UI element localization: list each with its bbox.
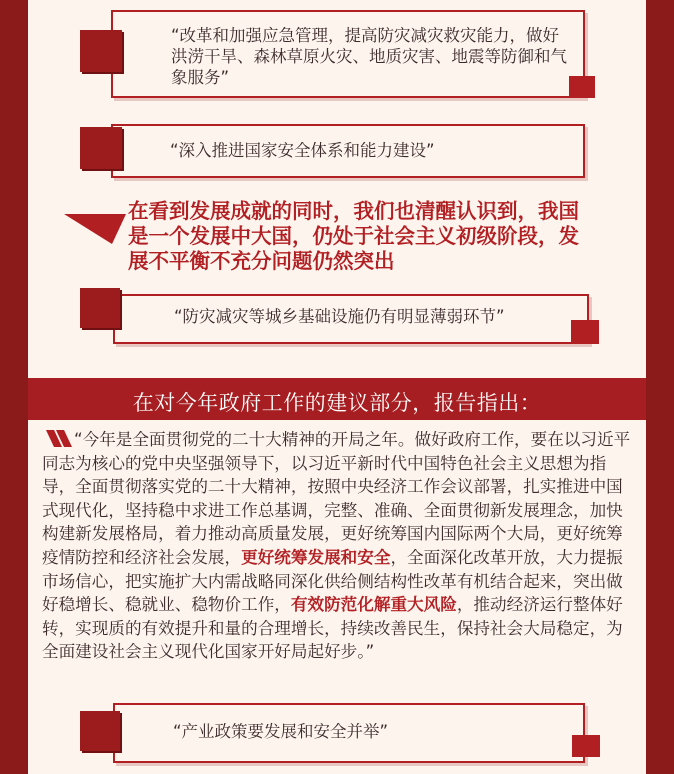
paragraph-part-3: ，推动经济运行整体好转，实现质的有效提升和量的合理增长，持续改善民生，保持社会大局稳定，为全面建设社会主义现代化国家开好局起好步。” — [42, 595, 623, 662]
square-decoration-icon — [569, 76, 595, 98]
paragraph-part-2: ，全面深化改革开放，大力提振市场信心，把实施扩大内需战略同深化供给侧结构性改革有机结合起来，突出做好稳增长、稳就业、稳物价工作， — [42, 547, 623, 615]
section-band — [28, 378, 646, 420]
triangle-icon — [64, 214, 126, 244]
quote-text-1: “改革和加强应急管理，提高防灾减灾救灾能力，做好洪涝干旱、森林草原火灾、地质灾害、地震等防御和气象服务” — [171, 26, 567, 87]
square-decoration-icon — [80, 711, 120, 751]
emphasis-risk-prevention: 有效防范化解重大风险 — [290, 595, 457, 615]
square-decoration-icon — [80, 288, 120, 328]
square-decoration-icon — [80, 127, 122, 169]
square-decoration-icon — [80, 30, 122, 72]
section-title: 在对今年政府工作的建议部分，报告指出： — [132, 391, 542, 415]
square-decoration-icon — [572, 735, 600, 757]
double-slash-icon — [42, 430, 72, 447]
report-quote-paragraph — [42, 428, 634, 664]
highlight-statement: 在看到发展成就的同时，我们也清醒认识到，我国是一个发展中大国，仍处于社会主义初级阶段，发展不平衡不充分问题仍然突出 — [128, 199, 579, 273]
quote-text-4: “产业政策要发展和安全并举” — [173, 722, 389, 741]
quote-text-2: “深入推进国家安全体系和能力建设” — [170, 141, 435, 160]
emphasis-development-security: 更好统筹发展和安全 — [241, 547, 391, 567]
right-border — [646, 0, 674, 774]
paragraph-part-1: “今年是全面贯彻党的二十大精神的开局之年。做好政府工作，要在以习近平同志为核心的党中央坚强领导下，以习近平新时代中国特色社会主义思想为指导，全面贯彻落实党的二十大精神，按照中央经济工作会议部署，扎实推进中国式现代化，坚持稳中求进工作总基调，完整、准确、全面贯彻新发展理念，加快构建新发展格局，着力推动高质量发展，更好统筹国内国际两个大局，更好统筹疫情防控和经济社会发展， — [42, 430, 631, 567]
square-decoration-icon — [571, 320, 599, 344]
quote-text-3: “防灾减灾等城乡基础设施仍有明显薄弱环节” — [174, 307, 505, 326]
left-border — [0, 0, 28, 774]
